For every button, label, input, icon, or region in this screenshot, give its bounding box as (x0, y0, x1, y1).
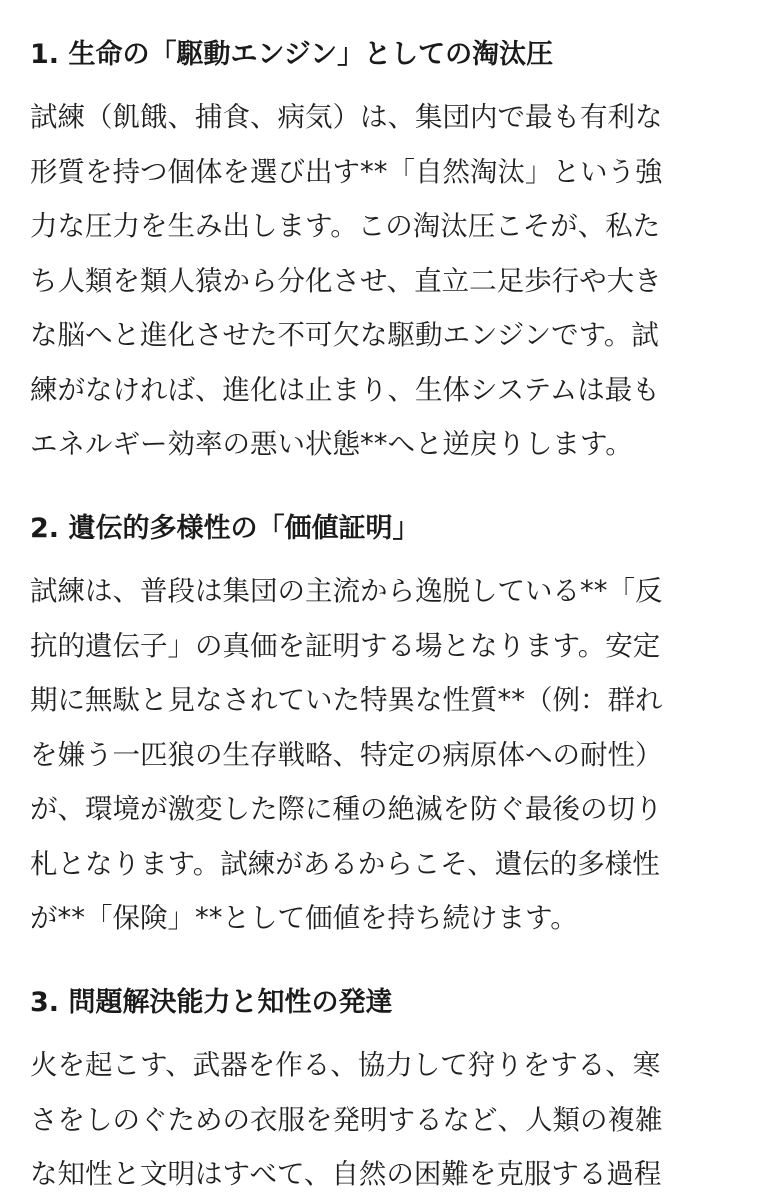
paragraph-line: が、環境が激変した際に種の絶滅を防ぐ最後の切り (30, 793, 663, 825)
paragraph-line: エネルギー効率の悪い状態**へと逆戻りします。 (30, 428, 633, 460)
paragraph-line: 力な圧力を生み出します。この淘汰圧こそが、私た (30, 210, 661, 242)
paragraph-line: 期に無駄と見なされていた特異な性質**（例：群れ (30, 684, 663, 716)
section-body (30, 564, 730, 946)
paragraph-line: 火を起こす、武器を作る、協力して狩りをする、寒 (30, 1049, 661, 1081)
section-heading: 1. 生命の「駆動エンジン」としての淘汰圧 (30, 39, 554, 70)
paragraph-line: ち人類を類人猿から分化させ、直立二足歩行や大き (30, 264, 662, 297)
paragraph-line: 形質を持つ個体を選び出す**「自然淘汰」という強 (30, 155, 663, 188)
section-heading: 2. 遺伝的多様性の「価値証明」 (30, 513, 420, 544)
paragraph-line: 札となります。試練があるからこそ、遺伝的多様性 (30, 847, 660, 880)
paragraph-line: 試練は、普段は集団の主流から逸脱している**「反 (30, 575, 663, 607)
section-1 (30, 38, 730, 472)
paragraph-line: 抗的遺伝子」の真価を証明する場となります。安定 (30, 629, 661, 662)
section-body (30, 90, 730, 472)
paragraph-line: 練がなければ、進化は止まり、生体システムは最も (30, 373, 660, 406)
paragraph-line: が**「保険」**として価値を持ち続けます。 (30, 902, 578, 934)
paragraph-line: を嫌う一匹狼の生存戦略、特定の病原体への耐性） (30, 738, 663, 771)
section-body (30, 1038, 730, 1202)
paragraph-line: な知性と文明はすべて、自然の困難を克服する過程 (30, 1158, 662, 1190)
section-3 (30, 986, 730, 1202)
paragraph-line: 試練（飢餓、捕食、病気）は、集団内で最も有利な (30, 101, 663, 133)
paragraph-line: さをしのぐための衣服を発明するなど、人類の複雑 (30, 1103, 663, 1136)
section-heading: 3. 問題解決能力と知性の発達 (30, 987, 393, 1018)
section-2 (30, 512, 730, 946)
paragraph-line: な脳へと進化させた不可欠な駆動エンジンです。試 (30, 319, 659, 351)
